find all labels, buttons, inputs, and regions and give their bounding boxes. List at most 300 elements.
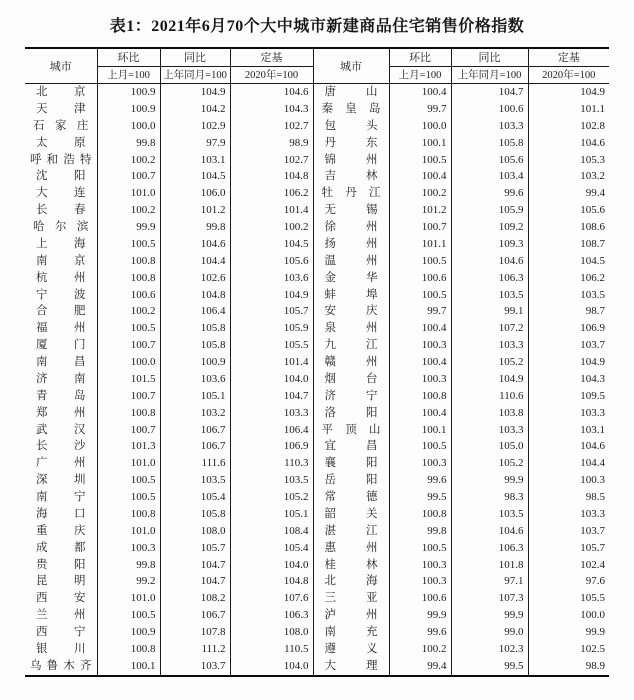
- table-row: [25, 472, 609, 489]
- value-cell: 100.3: [528, 472, 609, 489]
- value-cell: 98.9: [528, 658, 609, 676]
- value-cell: 99.7: [389, 303, 451, 320]
- value-cell: 100.6: [389, 270, 451, 287]
- value-cell: 100.8: [97, 405, 160, 422]
- value-cell: 100.5: [97, 320, 160, 337]
- city-cell: 蚌 埠: [313, 287, 389, 304]
- value-cell: 99.1: [451, 303, 528, 320]
- value-cell: 103.6: [230, 270, 313, 287]
- value-cell: 100.6: [97, 287, 160, 304]
- city-cell: 秦 皇 岛: [313, 101, 389, 118]
- city-cell: 西 安: [36, 592, 86, 605]
- city-cell: 大 连: [36, 187, 86, 200]
- city-cell: 泉 州: [313, 320, 389, 337]
- city-cell: 上 海: [36, 237, 86, 250]
- value-cell: 103.5: [528, 287, 609, 304]
- header-city-right: 城市: [313, 48, 389, 84]
- city-cell: 大 理: [313, 658, 389, 676]
- table-row: [25, 253, 609, 270]
- value-cell: 102.7: [230, 152, 313, 169]
- subheader-mom-left: 上月=100: [97, 66, 160, 84]
- city-cell: 广 州: [36, 457, 86, 470]
- page-title: 表1：2021年6月70个大中城市新建商品住宅销售价格指数: [109, 18, 525, 35]
- subheader-fixed-right: 2020年=100: [528, 66, 609, 84]
- table-row: [25, 506, 609, 523]
- value-cell: 103.3: [528, 506, 609, 523]
- value-cell: 104.3: [230, 101, 313, 118]
- value-cell: 104.7: [230, 388, 313, 405]
- header-fixed-left: 定基: [230, 48, 313, 66]
- value-cell: 104.5: [230, 236, 313, 253]
- value-cell: 103.3: [451, 422, 528, 439]
- subheader-mom-right: 上月=100: [389, 66, 451, 84]
- city-cell: 包 头: [313, 118, 389, 135]
- value-cell: 108.0: [230, 624, 313, 641]
- value-cell: 111.2: [160, 641, 230, 658]
- table-row: [25, 607, 609, 624]
- value-cell: 100.2: [389, 641, 451, 658]
- value-cell: 100.3: [389, 371, 451, 388]
- table-row: [25, 101, 609, 118]
- value-cell: 101.3: [97, 438, 160, 455]
- value-cell: 106.3: [230, 607, 313, 624]
- value-cell: 106.9: [528, 320, 609, 337]
- value-cell: 100.5: [97, 489, 160, 506]
- table-row: [25, 287, 609, 304]
- value-cell: 105.5: [230, 337, 313, 354]
- city-cell: 韶 关: [313, 506, 389, 523]
- city-cell: 岳 阳: [313, 472, 389, 489]
- city-cell: 太 原: [36, 136, 86, 149]
- value-cell: 102.6: [160, 270, 230, 287]
- city-cell: 郑 州: [36, 406, 86, 419]
- value-cell: 104.8: [230, 168, 313, 185]
- value-cell: 104.8: [230, 573, 313, 590]
- value-cell: 105.9: [230, 320, 313, 337]
- table-row: [25, 185, 609, 202]
- value-cell: 100.2: [230, 219, 313, 236]
- table-row: [25, 388, 609, 405]
- header-row-1: [25, 48, 609, 66]
- value-cell: 104.7: [160, 557, 230, 574]
- city-cell: 宜 昌: [313, 438, 389, 455]
- city-cell: 北 海: [313, 573, 389, 590]
- value-cell: 103.8: [451, 405, 528, 422]
- value-cell: 99.2: [97, 573, 160, 590]
- value-cell: 103.7: [528, 337, 609, 354]
- value-cell: 101.8: [451, 557, 528, 574]
- city-cell: 武 汉: [36, 423, 86, 436]
- city-cell: 哈 尔 滨: [33, 221, 89, 233]
- table-row: [25, 303, 609, 320]
- value-cell: 100.0: [97, 354, 160, 371]
- value-cell: 105.8: [160, 320, 230, 337]
- table-row: [25, 523, 609, 540]
- value-cell: 110.6: [451, 388, 528, 405]
- value-cell: 99.6: [389, 624, 451, 641]
- value-cell: 103.7: [160, 658, 230, 676]
- value-cell: 100.7: [97, 388, 160, 405]
- city-cell: 三 亚: [313, 590, 389, 607]
- value-cell: 103.5: [230, 472, 313, 489]
- city-cell: 泸 州: [313, 607, 389, 624]
- table-row: [25, 202, 609, 219]
- value-cell: 99.8: [389, 523, 451, 540]
- value-cell: 100.0: [389, 118, 451, 135]
- value-cell: 102.8: [528, 118, 609, 135]
- header-yoy-left: 同比: [160, 48, 230, 66]
- value-cell: 104.9: [528, 84, 609, 101]
- value-cell: 105.4: [160, 489, 230, 506]
- value-cell: 100.8: [97, 641, 160, 658]
- value-cell: 104.9: [528, 354, 609, 371]
- city-cell: 惠 州: [313, 540, 389, 557]
- table-row: [25, 573, 609, 590]
- value-cell: 100.8: [97, 506, 160, 523]
- table-row: [25, 168, 609, 185]
- value-cell: 100.9: [97, 624, 160, 641]
- value-cell: 99.4: [389, 658, 451, 676]
- value-cell: 99.9: [528, 624, 609, 641]
- value-cell: 100.7: [97, 422, 160, 439]
- value-cell: 104.8: [160, 287, 230, 304]
- city-cell: 天 津: [36, 102, 86, 115]
- value-cell: 99.9: [451, 472, 528, 489]
- value-cell: 105.2: [451, 354, 528, 371]
- value-cell: 104.6: [528, 438, 609, 455]
- table-row: [25, 422, 609, 439]
- table-row: [25, 118, 609, 135]
- value-cell: 108.6: [528, 219, 609, 236]
- city-cell: 无 锡: [313, 202, 389, 219]
- city-cell: 成 都: [36, 541, 86, 554]
- table-row: [25, 135, 609, 152]
- table-row: [25, 371, 609, 388]
- value-cell: 100.0: [97, 118, 160, 135]
- value-cell: 105.0: [451, 438, 528, 455]
- value-cell: 103.2: [160, 405, 230, 422]
- city-cell: 宁 波: [36, 288, 86, 301]
- table-row: [25, 152, 609, 169]
- city-cell: 乌 鲁 木 齐: [30, 659, 92, 672]
- city-cell: 昆 明: [36, 575, 86, 588]
- city-cell: 牡 丹 江: [313, 185, 389, 202]
- city-cell: 徐 州: [313, 219, 389, 236]
- value-cell: 100.7: [97, 337, 160, 354]
- value-cell: 100.5: [389, 152, 451, 169]
- value-cell: 105.6: [528, 202, 609, 219]
- value-cell: 107.8: [160, 624, 230, 641]
- value-cell: 99.4: [528, 185, 609, 202]
- table-header: [25, 48, 609, 84]
- value-cell: 109.5: [528, 388, 609, 405]
- table-row: [25, 557, 609, 574]
- value-cell: 100.1: [97, 658, 160, 676]
- value-cell: 103.1: [528, 422, 609, 439]
- value-cell: 100.1: [389, 135, 451, 152]
- value-cell: 101.4: [230, 354, 313, 371]
- city-cell: 重 庆: [36, 524, 86, 537]
- city-cell: 九 江: [313, 337, 389, 354]
- value-cell: 104.9: [451, 371, 528, 388]
- city-cell: 石 家 庄: [33, 119, 89, 132]
- value-cell: 109.3: [451, 236, 528, 253]
- city-cell: 西 宁: [36, 626, 86, 638]
- value-cell: 101.1: [389, 236, 451, 253]
- value-cell: 100.1: [389, 422, 451, 439]
- value-cell: 101.2: [389, 202, 451, 219]
- city-cell: 南 京: [36, 254, 86, 267]
- value-cell: 100.2: [97, 202, 160, 219]
- value-cell: 100.3: [389, 455, 451, 472]
- value-cell: 100.6: [451, 101, 528, 118]
- city-cell: 丹 东: [313, 135, 389, 152]
- value-cell: 106.4: [160, 303, 230, 320]
- value-cell: 103.3: [528, 405, 609, 422]
- table-body: [25, 84, 609, 676]
- subheader-yoy-right: 上年同月=100: [451, 66, 528, 84]
- city-cell: 襄 阳: [313, 455, 389, 472]
- city-cell: 温 州: [313, 253, 389, 270]
- value-cell: 101.0: [97, 185, 160, 202]
- city-cell: 海 口: [36, 507, 86, 520]
- city-cell: 赣 州: [313, 354, 389, 371]
- value-cell: 104.9: [160, 84, 230, 101]
- value-cell: 106.9: [230, 438, 313, 455]
- value-cell: 103.5: [451, 287, 528, 304]
- value-cell: 106.0: [160, 185, 230, 202]
- value-cell: 100.5: [97, 472, 160, 489]
- value-cell: 100.5: [389, 438, 451, 455]
- city-cell: 合 肥: [36, 305, 86, 318]
- value-cell: 99.8: [160, 219, 230, 236]
- value-cell: 101.0: [97, 455, 160, 472]
- table-row: [25, 540, 609, 557]
- value-cell: 100.0: [528, 607, 609, 624]
- value-cell: 104.3: [528, 371, 609, 388]
- value-cell: 101.4: [230, 202, 313, 219]
- value-cell: 100.9: [160, 354, 230, 371]
- value-cell: 104.6: [528, 135, 609, 152]
- value-cell: 101.0: [97, 590, 160, 607]
- value-cell: 109.2: [451, 219, 528, 236]
- value-cell: 100.8: [389, 506, 451, 523]
- value-cell: 104.0: [230, 658, 313, 676]
- value-cell: 104.6: [230, 84, 313, 101]
- value-cell: 97.1: [451, 573, 528, 590]
- value-cell: 104.5: [528, 253, 609, 270]
- value-cell: 101.0: [97, 523, 160, 540]
- value-cell: 111.6: [160, 455, 230, 472]
- value-cell: 98.9: [230, 135, 313, 152]
- value-cell: 98.3: [451, 489, 528, 506]
- value-cell: 108.0: [160, 523, 230, 540]
- city-cell: 唐 山: [313, 84, 389, 101]
- value-cell: 100.9: [97, 101, 160, 118]
- city-cell: 厦 门: [36, 339, 86, 352]
- value-cell: 104.6: [160, 236, 230, 253]
- value-cell: 101.5: [97, 371, 160, 388]
- city-cell: 烟 台: [313, 371, 389, 388]
- value-cell: 104.0: [230, 557, 313, 574]
- value-cell: 102.4: [528, 557, 609, 574]
- value-cell: 104.7: [451, 84, 528, 101]
- value-cell: 104.5: [160, 168, 230, 185]
- city-cell: 贵 阳: [36, 558, 86, 571]
- value-cell: 106.7: [160, 607, 230, 624]
- table-row: [25, 455, 609, 472]
- city-cell: 安 庆: [313, 303, 389, 320]
- value-cell: 107.2: [451, 320, 528, 337]
- city-cell: 长 春: [36, 204, 86, 217]
- value-cell: 106.7: [160, 438, 230, 455]
- city-cell: 遵 义: [313, 641, 389, 658]
- value-cell: 106.3: [451, 540, 528, 557]
- value-cell: 106.3: [451, 270, 528, 287]
- table-row: [25, 405, 609, 422]
- city-cell: 吉 林: [313, 168, 389, 185]
- value-cell: 104.6: [451, 253, 528, 270]
- city-cell: 常 德: [313, 489, 389, 506]
- value-cell: 105.8: [451, 135, 528, 152]
- value-cell: 98.5: [528, 489, 609, 506]
- value-cell: 100.3: [389, 557, 451, 574]
- value-cell: 97.9: [160, 135, 230, 152]
- value-cell: 103.3: [451, 118, 528, 135]
- value-cell: 99.9: [97, 219, 160, 236]
- value-cell: 101.2: [160, 202, 230, 219]
- value-cell: 99.9: [389, 607, 451, 624]
- value-cell: 104.4: [528, 455, 609, 472]
- value-cell: 105.6: [451, 152, 528, 169]
- city-cell: 呼 和 浩 特: [30, 153, 92, 166]
- table-container: [25, 47, 634, 677]
- value-cell: 97.6: [528, 573, 609, 590]
- value-cell: 99.6: [451, 185, 528, 202]
- value-cell: 102.7: [230, 118, 313, 135]
- value-cell: 100.5: [97, 607, 160, 624]
- value-cell: 100.4: [389, 168, 451, 185]
- city-cell: 南 昌: [36, 356, 86, 368]
- city-cell: 锦 州: [313, 152, 389, 169]
- city-cell: 银 川: [36, 642, 86, 655]
- value-cell: 103.7: [528, 523, 609, 540]
- value-cell: 107.3: [451, 590, 528, 607]
- value-cell: 103.3: [230, 405, 313, 422]
- value-cell: 100.9: [97, 84, 160, 101]
- value-cell: 106.2: [528, 270, 609, 287]
- value-cell: 103.4: [451, 168, 528, 185]
- value-cell: 99.5: [389, 489, 451, 506]
- value-cell: 100.5: [389, 287, 451, 304]
- city-cell: 福 州: [36, 322, 86, 335]
- value-cell: 105.6: [230, 253, 313, 270]
- value-cell: 104.9: [230, 287, 313, 304]
- price-index-table: [25, 47, 609, 677]
- value-cell: 105.3: [528, 152, 609, 169]
- value-cell: 105.1: [230, 506, 313, 523]
- value-cell: 99.8: [97, 135, 160, 152]
- value-cell: 108.7: [528, 236, 609, 253]
- value-cell: 99.9: [451, 607, 528, 624]
- city-cell: 长 沙: [36, 440, 86, 453]
- table-row: [25, 236, 609, 253]
- value-cell: 105.5: [528, 590, 609, 607]
- value-cell: 100.4: [389, 320, 451, 337]
- value-cell: 110.3: [230, 455, 313, 472]
- city-cell: 青 岛: [36, 389, 86, 402]
- value-cell: 105.1: [160, 388, 230, 405]
- header-mom-left: 环比: [97, 48, 160, 66]
- value-cell: 103.6: [160, 371, 230, 388]
- value-cell: 107.6: [230, 590, 313, 607]
- value-cell: 100.4: [389, 405, 451, 422]
- city-cell: 湛 江: [313, 523, 389, 540]
- city-cell: 杭 州: [36, 271, 86, 284]
- value-cell: 102.5: [528, 641, 609, 658]
- table-row: [25, 354, 609, 371]
- value-cell: 100.8: [389, 388, 451, 405]
- value-cell: 100.3: [97, 540, 160, 557]
- city-cell: 济 宁: [313, 388, 389, 405]
- table-row: [25, 489, 609, 506]
- value-cell: 100.2: [389, 185, 451, 202]
- city-cell: 兰 州: [36, 609, 86, 622]
- value-cell: 105.7: [528, 540, 609, 557]
- value-cell: 100.3: [389, 337, 451, 354]
- value-cell: 103.5: [160, 472, 230, 489]
- subheader-yoy-left: 上年同月=100: [160, 66, 230, 84]
- city-cell: 南 充: [313, 624, 389, 641]
- table-row: [25, 624, 609, 641]
- value-cell: 106.7: [160, 422, 230, 439]
- value-cell: 104.6: [451, 523, 528, 540]
- value-cell: 103.1: [160, 152, 230, 169]
- header-mom-right: 环比: [389, 48, 451, 66]
- city-cell: 深 圳: [36, 474, 86, 487]
- value-cell: 100.7: [97, 168, 160, 185]
- value-cell: 100.5: [389, 253, 451, 270]
- table-row: [25, 641, 609, 658]
- city-cell: 金 华: [313, 270, 389, 287]
- value-cell: 102.9: [160, 118, 230, 135]
- table-row: [25, 658, 609, 676]
- city-cell: 扬 州: [313, 236, 389, 253]
- table-row: [25, 438, 609, 455]
- value-cell: 103.5: [451, 506, 528, 523]
- value-cell: 104.7: [160, 573, 230, 590]
- value-cell: 100.5: [97, 236, 160, 253]
- table-row: [25, 219, 609, 236]
- value-cell: 98.7: [528, 303, 609, 320]
- table-row: [25, 590, 609, 607]
- value-cell: 105.4: [230, 540, 313, 557]
- value-cell: 100.2: [97, 303, 160, 320]
- value-cell: 100.8: [97, 270, 160, 287]
- value-cell: 105.8: [160, 506, 230, 523]
- value-cell: 103.3: [451, 337, 528, 354]
- city-cell: 桂 林: [313, 557, 389, 574]
- city-cell: 北 京: [36, 86, 86, 98]
- subheader-fixed-left: 2020年=100: [230, 66, 313, 84]
- value-cell: 100.6: [389, 590, 451, 607]
- value-cell: 105.2: [230, 489, 313, 506]
- city-cell: 沈 阳: [36, 170, 86, 183]
- table-row: [25, 270, 609, 287]
- value-cell: 99.7: [389, 101, 451, 118]
- header-yoy-right: 同比: [451, 48, 528, 66]
- value-cell: 104.0: [230, 371, 313, 388]
